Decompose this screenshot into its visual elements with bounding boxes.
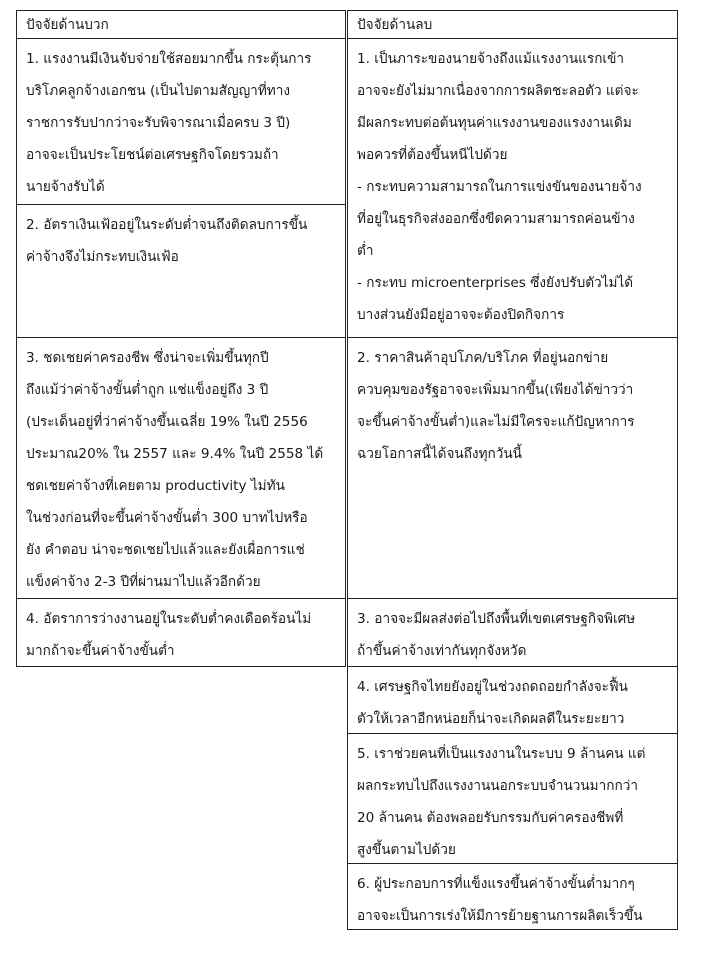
negative-factor-3 [347,598,678,667]
header-positive-label: ปัจจัยด้านบวก [26,17,109,33]
text-line: ถึงแม้ว่าค่าจ้างขั้นต่ำถูก แช่แข็งอยู่ถึง 3 ปี [26,382,269,398]
text-line: จะขึ้นค่าจ้างขั้นต่ำ)และไม่มีใครจะแก้ปัญหาการ [357,414,635,430]
text-line: ถ้าขึ้นค่าจ้างเท่ากันทุกจังหวัด [357,643,527,659]
text-line: 1. แรงงานมีเงินจับจ่ายใช้สอยมากขึ้น กระตุ้นการ [26,51,312,67]
positive-factor-3 [16,337,346,599]
text-line: ตัวให้เวลาอีกหน่อยก็น่าจะเกิดผลดีในระยะยาว [357,711,625,727]
positive-factor-2 [16,204,346,338]
text-line: ฉวยโอกาสนี้ได้จนถึงทุกวันนี้ [357,446,522,462]
text-line: ชดเชยค่าจ้างที่เคยตาม productivity ไม่ทัน [26,478,285,494]
text-line: 5. เราช่วยคนที่เป็นแรงงานในระบบ 9 ล้านคน แต่ [357,746,646,762]
text-line: 4. เศรษฐกิจไทยยังอยู่ในช่วงถดถอยกำลังจะฟื้น [357,679,628,695]
text-line: 2. ราคาสินค้าอุปโภค/บริโภค ที่อยู่นอกข่าย [357,350,609,366]
text-line: พอควรที่ต้องขึ้นหนีไปด้วย [357,147,508,163]
negative-factor-1 [347,38,678,338]
text-line: อาจจะเป็นประโยชน์ต่อเศรษฐกิจโดยรวมถ้า [26,147,279,163]
negative-factor-4 [347,666,678,734]
text-line: ค่าจ้างจึงไม่กระทบเงินเฟ้อ [26,249,179,265]
text-line: ที่อยู่ในธุรกิจส่งออกซึ่งขีดความสามารถค่อนข้าง [357,211,635,227]
positive-factor-1 [16,38,346,205]
text-line: ประมาณ20% ใน 2557 และ 9.4% ในปี 2558 ได้ [26,446,324,462]
text-line: 20 ล้านคน ต้องพลอยรับกรรมกับค่าครองชีพที่ [357,810,624,826]
text-line: บริโภคลูกจ้างเอกชน (เป็นไปตามสัญญาที่ทาง [26,83,291,99]
header-negative-label: ปัจจัยด้านลบ [357,17,433,33]
text-line: ต่ำ [357,243,374,259]
text-line: - กระทบความสามารถในการแข่งขันของนายจ้าง [357,179,642,195]
text-line: 3. อาจจะมีผลส่งต่อไปถึงพื้นที่เขตเศรษฐกิจพิเศษ [357,611,636,627]
text-line: สูงขึ้นตามไปด้วย [357,842,456,858]
text-line: ควบคุมของรัฐอาจจะเพิ่มมากขึ้น(เพียงได้ข่าวว่า [357,382,634,398]
text-line: 2. อัตราเงินเฟ้ออยู่ในระดับต่ำจนถึงติดลบการขึ้น [26,217,308,233]
text-line: มีผลกระทบต่อต้นทุนค่าแรงงานของแรงงานเดิม [357,115,632,131]
header-positive-factors [16,10,346,39]
text-line: 3. ชดเชยค่าครองชีพ ซึ่งน่าจะเพิ่มขึ้นทุกปี [26,350,269,366]
text-line: ในช่วงก่อนที่จะขึ้นค่าจ้างขั้นต่ำ 300 บาทไปหรือ [26,510,308,526]
text-line: แข็งค่าจ้าง 2-3 ปีที่ผ่านมาไปแล้วอีกด้วย [26,574,261,590]
text-line: 4. อัตราการว่างงานอยู่ในระดับต่ำคงเดือดร้อนไม่ [26,611,312,627]
text-line: มากถ้าจะขึ้นค่าจ้างขั้นต่ำ [26,643,175,659]
text-line: อาจจะเป็นการเร่งให้มีการย้ายฐานการผลิตเร็วขึ้น [357,908,643,924]
text-line: นายจ้างรับได้ [26,179,105,195]
text-line: 1. เป็นภาระของนายจ้างถึงแม้แรงงานแรกเข้า [357,51,624,67]
negative-factor-5 [347,733,678,864]
header-negative-factors [347,10,678,39]
text-line: 6. ผู้ประกอบการที่แข็งแรงขึ้นค่าจ้างขั้นต่ำมากๆ [357,876,635,892]
text-line: (ประเด็นอยู่ที่ว่าค่าจ้างขึ้นเฉลี่ย 19% ในปี 2556 [26,414,308,430]
text-line: ราชการรับปากว่าจะรับพิจารณาเมื่อครบ 3 ปี) [26,115,291,131]
text-line: ผลกระทบไปถึงแรงงานนอกระบบจำนวนมากกว่า [357,778,639,794]
text-line: ยัง คำตอบ น่าจะชดเชยไปแล้วและยังเผื่อการแช่ [26,542,305,558]
text-line: อาจจะยังไม่มากเนื่องจากการผลิตชะลอตัว แต่จะ [357,83,639,99]
negative-factor-2 [347,337,678,599]
text-line: บางส่วนยังมีอยู่อาจจะต้องปิดกิจการ [357,307,565,323]
text-line: - กระทบ microenterprises ซึ่งยังปรับตัวไม่ได้ [357,275,634,291]
positive-factor-4 [16,598,346,667]
negative-factor-6 [347,863,678,930]
